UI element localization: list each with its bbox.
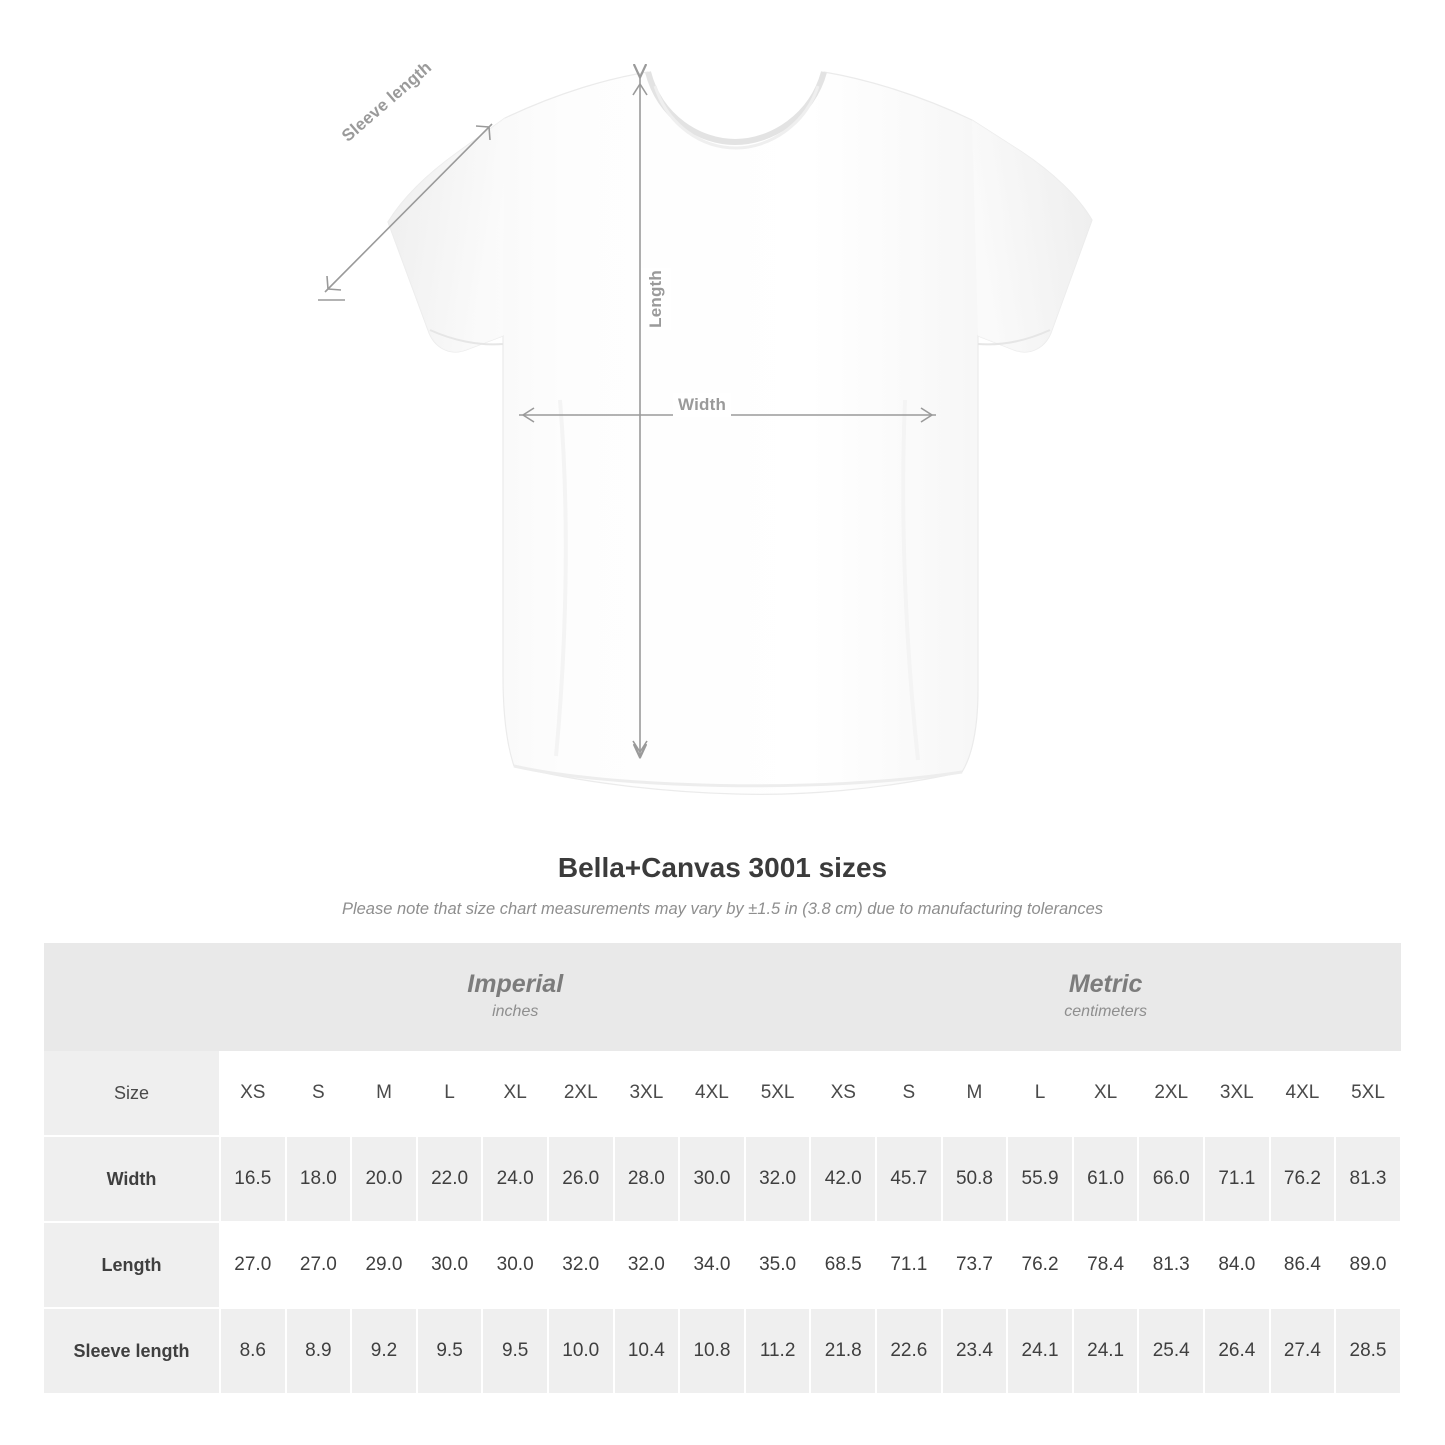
cell-width-metric-5xl: 81.3: [1335, 1136, 1401, 1222]
size-header-metric-xl: XL: [1073, 1051, 1139, 1136]
cell-length-imperial-2xl: 32.0: [548, 1222, 614, 1308]
size-header-imperial-2xl: 2XL: [548, 1051, 614, 1136]
length-dimension-label: Length: [641, 268, 671, 330]
cell-sleeve-metric-3xl: 26.4: [1204, 1308, 1270, 1393]
cell-length-metric-5xl: 89.0: [1335, 1222, 1401, 1308]
cell-width-imperial-xs: 16.5: [220, 1136, 286, 1222]
sleeve-length-dimension-label: Sleeve length: [333, 53, 441, 151]
cell-length-imperial-4xl: 34.0: [679, 1222, 745, 1308]
row-label-width: Width: [44, 1136, 220, 1222]
cell-length-imperial-s: 27.0: [286, 1222, 352, 1308]
cell-width-imperial-s: 18.0: [286, 1136, 352, 1222]
cell-sleeve-imperial-l: 9.5: [417, 1308, 483, 1393]
chart-heading: [0, 852, 1445, 919]
cell-sleeve-imperial-4xl: 10.8: [679, 1308, 745, 1393]
cell-length-imperial-xs: 27.0: [220, 1222, 286, 1308]
size-header-metric-3xl: 3XL: [1204, 1051, 1270, 1136]
tolerance-note: Please note that size chart measurements may vary by ±1.5 in (3.8 cm) due to manufacturing tolerances: [341, 900, 1104, 918]
cell-sleeve-imperial-xs: 8.6: [220, 1308, 286, 1393]
cell-sleeve-imperial-m: 9.2: [351, 1308, 417, 1393]
cell-sleeve-metric-5xl: 28.5: [1335, 1308, 1401, 1393]
cell-length-metric-4xl: 86.4: [1270, 1222, 1336, 1308]
cell-length-metric-m: 73.7: [942, 1222, 1008, 1308]
size-header-imperial-xs: XS: [220, 1051, 286, 1136]
cell-width-imperial-l: 22.0: [417, 1136, 483, 1222]
banner-spacer: [44, 943, 220, 1051]
cell-width-metric-s: 45.7: [876, 1136, 942, 1222]
size-header-metric-s: S: [876, 1051, 942, 1136]
cell-width-metric-l: 55.9: [1007, 1136, 1073, 1222]
cell-width-imperial-5xl: 32.0: [745, 1136, 811, 1222]
cell-sleeve-metric-4xl: 27.4: [1270, 1308, 1336, 1393]
cell-length-imperial-xl: 30.0: [482, 1222, 548, 1308]
cell-length-metric-s: 71.1: [876, 1222, 942, 1308]
size-chart-table-wrapper: [44, 943, 1401, 1393]
row-label-sleeve-length: Sleeve length: [44, 1308, 220, 1393]
cell-width-metric-xl: 61.0: [1073, 1136, 1139, 1222]
cell-width-metric-4xl: 76.2: [1270, 1136, 1336, 1222]
cell-sleeve-imperial-2xl: 10.0: [548, 1308, 614, 1393]
cell-width-imperial-4xl: 30.0: [679, 1136, 745, 1222]
cell-width-imperial-2xl: 26.0: [548, 1136, 614, 1222]
imperial-system-label: Imperial: [467, 969, 564, 998]
size-header-imperial-5xl: 5XL: [745, 1051, 811, 1136]
cell-length-metric-3xl: 84.0: [1204, 1222, 1270, 1308]
size-header-imperial-xl: XL: [482, 1051, 548, 1136]
size-header-metric-l: L: [1007, 1051, 1073, 1136]
table-row: [44, 1222, 1401, 1308]
cell-width-metric-2xl: 66.0: [1138, 1136, 1204, 1222]
metric-system-label: Metric: [1068, 969, 1143, 998]
cell-sleeve-metric-xs: 21.8: [810, 1308, 876, 1393]
cell-sleeve-metric-2xl: 25.4: [1138, 1308, 1204, 1393]
width-dimension-label: Width: [673, 393, 731, 417]
cell-length-metric-l: 76.2: [1007, 1222, 1073, 1308]
metric-banner: [810, 943, 1400, 1051]
cell-width-metric-m: 50.8: [942, 1136, 1008, 1222]
imperial-unit-label: inches: [492, 1002, 539, 1020]
imperial-banner: [220, 943, 810, 1051]
cell-width-imperial-3xl: 28.0: [614, 1136, 680, 1222]
cell-length-imperial-3xl: 32.0: [614, 1222, 680, 1308]
size-header-metric-2xl: 2XL: [1138, 1051, 1204, 1136]
size-header-metric-4xl: 4XL: [1270, 1051, 1336, 1136]
cell-sleeve-metric-m: 23.4: [942, 1308, 1008, 1393]
size-header-imperial-3xl: 3XL: [614, 1051, 680, 1136]
size-header-imperial-4xl: 4XL: [679, 1051, 745, 1136]
row-label-length: Length: [44, 1222, 220, 1308]
cell-width-metric-xs: 42.0: [810, 1136, 876, 1222]
unit-system-row: [44, 943, 1401, 1051]
cell-sleeve-metric-xl: 24.1: [1073, 1308, 1139, 1393]
cell-sleeve-imperial-3xl: 10.4: [614, 1308, 680, 1393]
cell-width-imperial-m: 20.0: [351, 1136, 417, 1222]
cell-length-imperial-l: 30.0: [417, 1222, 483, 1308]
size-header-label: Size: [44, 1051, 220, 1136]
cell-length-metric-xl: 78.4: [1073, 1222, 1139, 1308]
page-title: Bella+Canvas 3001 sizes: [557, 852, 888, 883]
size-header-imperial-l: L: [417, 1051, 483, 1136]
cell-sleeve-imperial-5xl: 11.2: [745, 1308, 811, 1393]
cell-sleeve-imperial-s: 8.9: [286, 1308, 352, 1393]
cell-sleeve-imperial-xl: 9.5: [482, 1308, 548, 1393]
size-header-row: [44, 1051, 1401, 1136]
cell-width-metric-3xl: 71.1: [1204, 1136, 1270, 1222]
table-row: [44, 1136, 1401, 1222]
cell-width-imperial-xl: 24.0: [482, 1136, 548, 1222]
size-header-metric-m: M: [942, 1051, 1008, 1136]
table-row: [44, 1308, 1401, 1393]
metric-unit-label: centimeters: [1064, 1002, 1147, 1020]
size-header-metric-5xl: 5XL: [1335, 1051, 1401, 1136]
cell-length-imperial-m: 29.0: [351, 1222, 417, 1308]
cell-sleeve-metric-s: 22.6: [876, 1308, 942, 1393]
cell-length-metric-2xl: 81.3: [1138, 1222, 1204, 1308]
size-header-metric-xs: XS: [810, 1051, 876, 1136]
size-chart-table: [44, 943, 1402, 1393]
cell-length-metric-xs: 68.5: [810, 1222, 876, 1308]
cell-sleeve-metric-l: 24.1: [1007, 1308, 1073, 1393]
cell-length-imperial-5xl: 35.0: [745, 1222, 811, 1308]
size-header-imperial-m: M: [351, 1051, 417, 1136]
size-header-imperial-s: S: [286, 1051, 352, 1136]
